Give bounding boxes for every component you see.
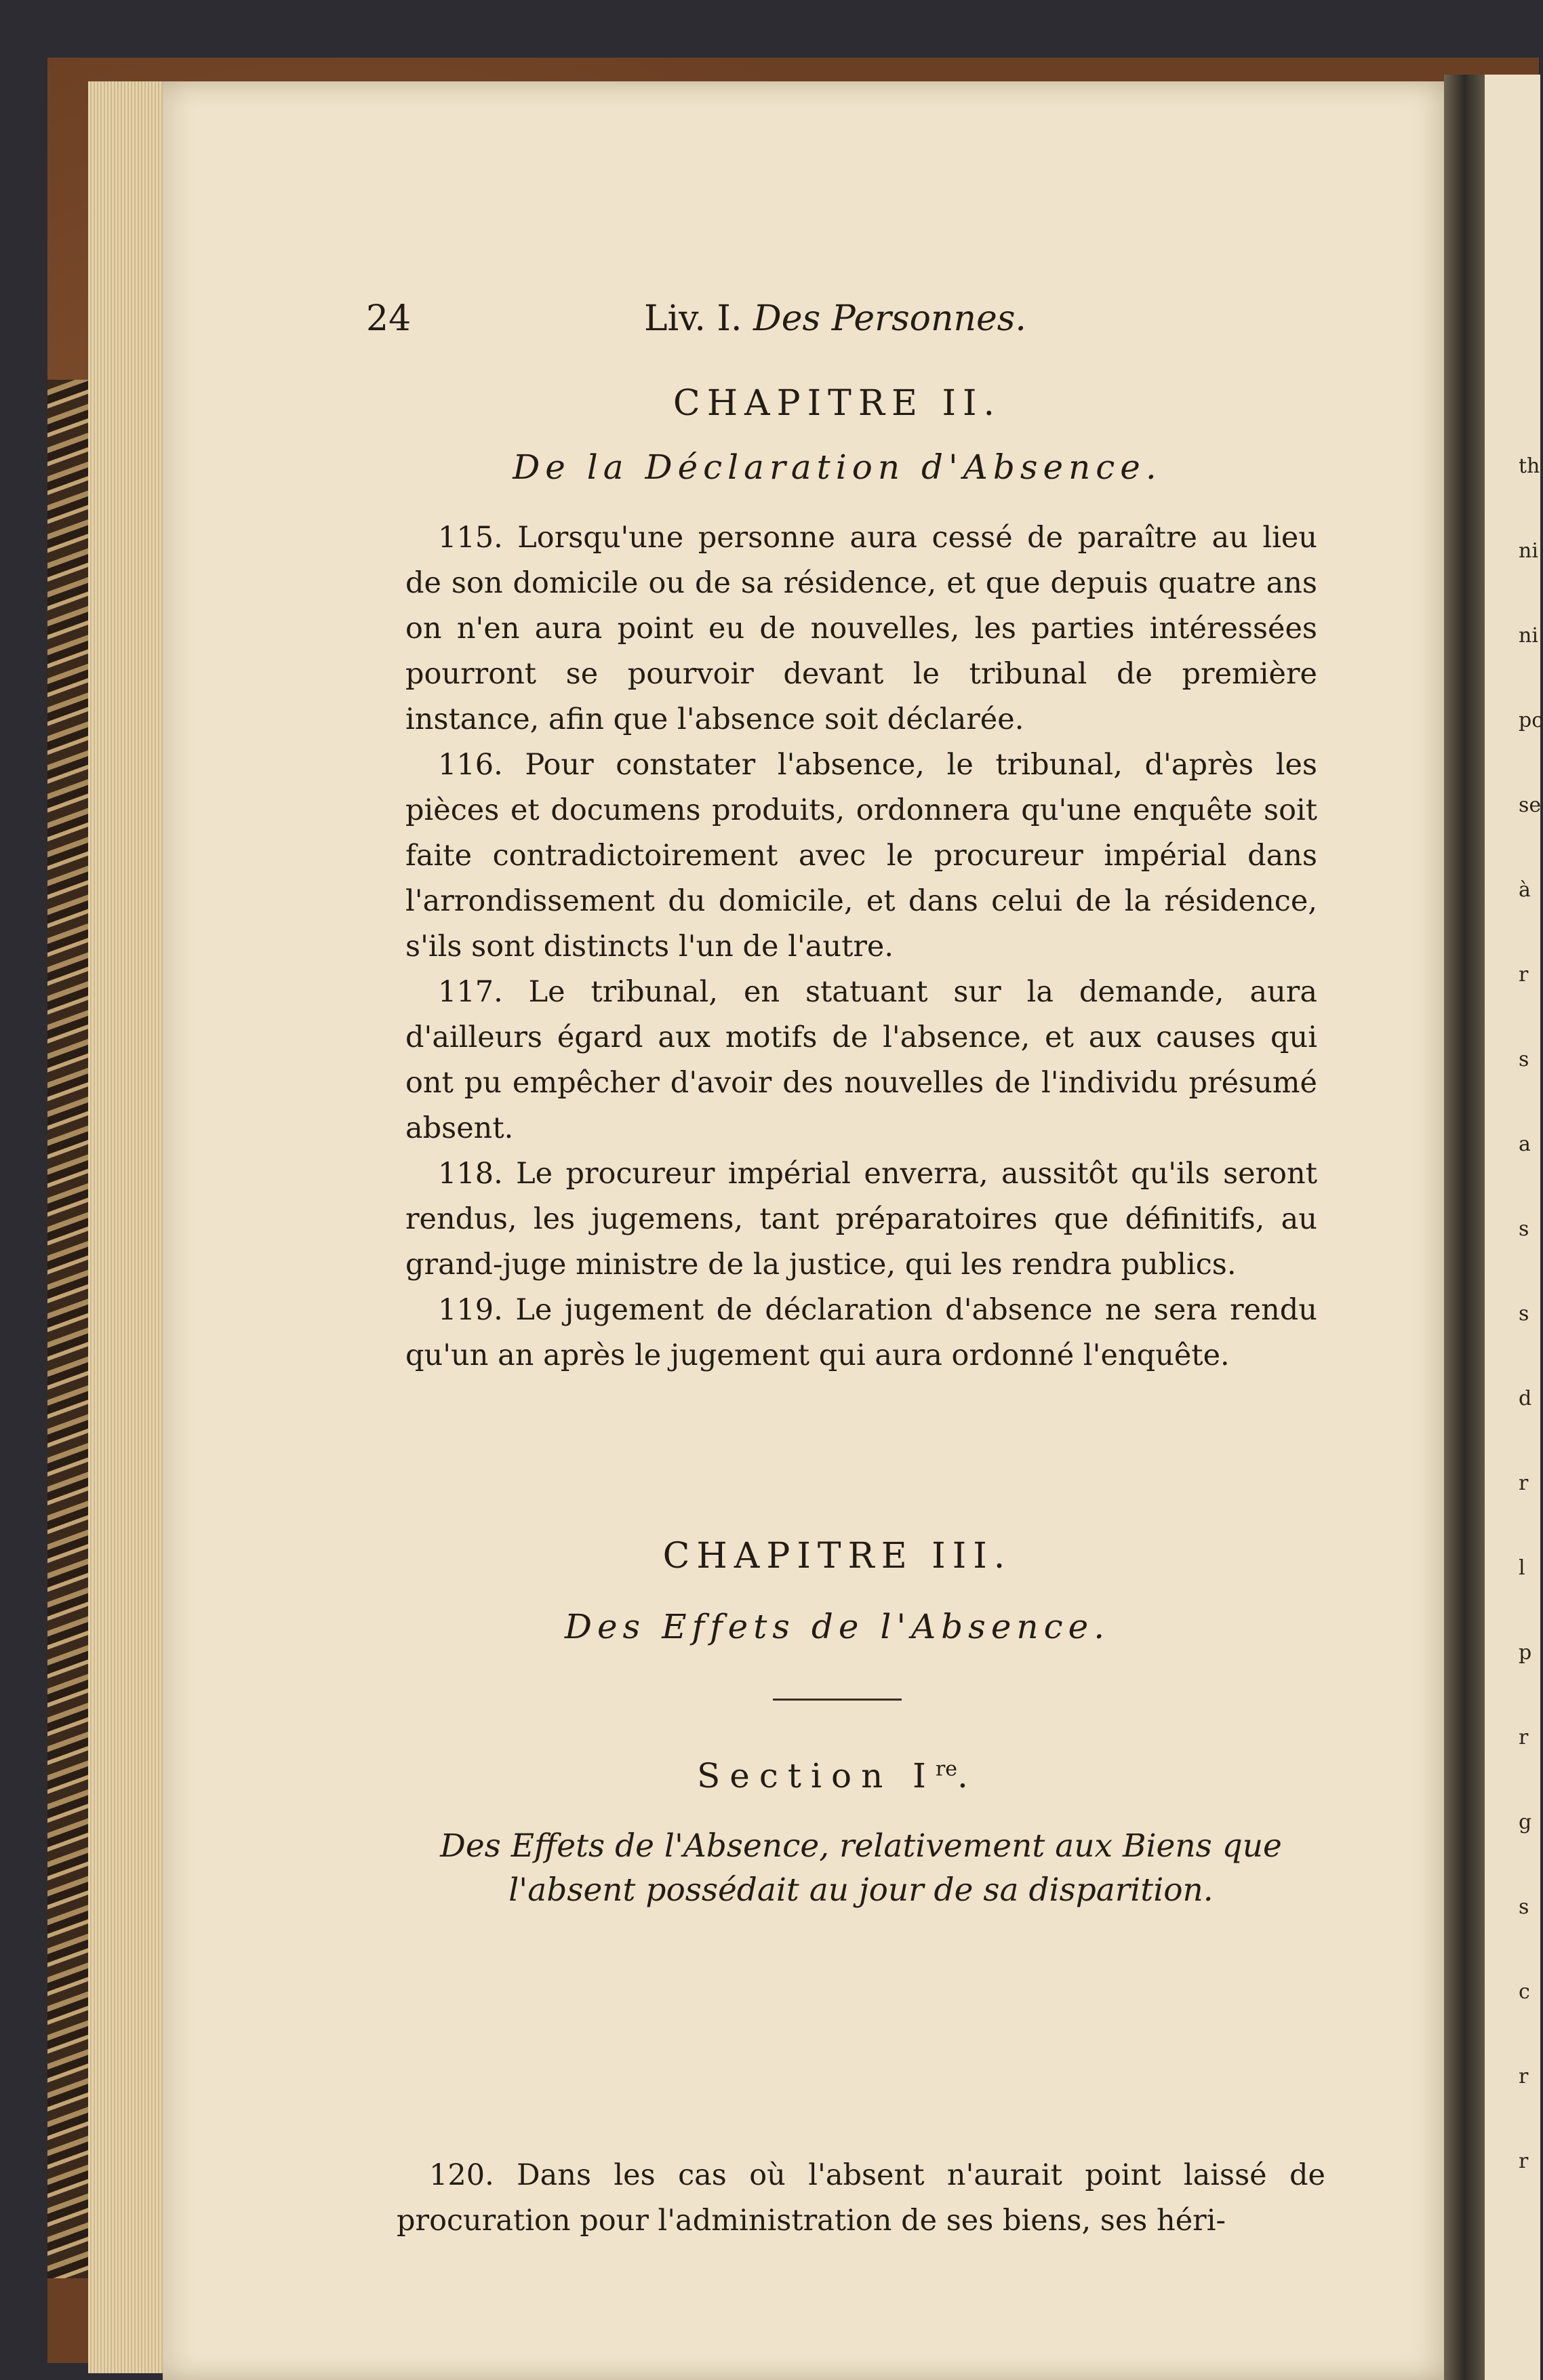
section-label: Section xyxy=(697,1756,893,1796)
articles-block xyxy=(405,515,1317,1379)
article-120-block xyxy=(397,2153,1325,2244)
facing-page-letter: s xyxy=(1519,1217,1529,1241)
section-numeral: I xyxy=(913,1756,936,1796)
running-head-title: Des Personnes. xyxy=(753,298,1026,339)
facing-page-letter: r xyxy=(1519,963,1529,987)
facing-page-letter: p xyxy=(1519,1641,1532,1665)
facing-page-fragment xyxy=(1485,75,1543,2380)
article-117: 117. Le tribunal, en statuant sur la demande, aura d'ailleurs égard aux motifs de l'absence, et aux causes qui ont pu empêcher d'avoir des nouvelles de l'individu présumé absent. xyxy=(405,975,1317,1145)
article-120: 120. Dans les cas où l'absent n'aurait point laissé de procuration pour l'administration de ses biens, ses héri- xyxy=(397,2158,1325,2238)
article-115: 115. Lorsqu'une personne aura cessé de paraître au lieu de son domicile ou de sa résidence, et que depuis quatre ans on n'en aura point eu de nouvelles, les parties intéressées pourront se pourvoir devant le tribunal de première instance, afin que l'absence soit déclarée. xyxy=(405,521,1317,736)
section-title-line: Des Effets de l'Absence, relativement aux Biens que xyxy=(440,1827,1282,1865)
book-gutter xyxy=(1444,75,1485,2380)
facing-page-letter: th xyxy=(1519,454,1540,478)
chapter-heading: CHAPITRE III. xyxy=(662,1536,1012,1576)
facing-page-letter: g xyxy=(1519,1810,1532,1834)
article-119: 119. Le jugement de déclaration d'absence ne sera rendu qu'un an après le jugement qui aura ordonné l'enquête. xyxy=(405,1293,1317,1372)
article-118: 118. Le procureur impérial enverra, aussitôt qu'ils seront rendus, les jugemens, tant préparatoires que définitifs, au grand-juge ministre de la justice, qui les rendra publics. xyxy=(405,1157,1317,1282)
facing-page-letter: r xyxy=(1519,1471,1529,1495)
facing-page-letter: ni xyxy=(1519,624,1538,648)
facing-page-letter: se xyxy=(1519,793,1542,817)
article-116: 116. Pour constater l'absence, le tribunal, d'après les pièces et documens produits, ordonnera qu'une enquête soit faite contradictoirement avec le procureur impérial dans l'arrondissement du domicile, et dans celui de la résidence, s'ils sont distincts l'un de l'autre. xyxy=(405,748,1317,964)
section-heading xyxy=(366,1756,1308,1796)
facing-page-letter: r xyxy=(1519,2065,1529,2088)
running-head xyxy=(644,298,1026,339)
facing-page-letter: pc xyxy=(1519,709,1543,732)
facing-page-letter: s xyxy=(1519,1895,1529,1919)
chapter-heading: CHAPITRE II. xyxy=(673,383,1002,424)
section-suffix: re xyxy=(935,1757,958,1781)
chapter-title: Des Effets de l'Absence. xyxy=(564,1607,1110,1646)
section-title-line: l'absent possédait au jour de sa disparition. xyxy=(508,1871,1214,1909)
facing-page-letter: s xyxy=(1519,1302,1529,1326)
section-divider xyxy=(773,1699,902,1701)
facing-page-letter: l xyxy=(1519,1556,1525,1580)
facing-page-letter: c xyxy=(1519,1980,1530,2004)
section-title xyxy=(380,1824,1342,1912)
facing-page-letter: r xyxy=(1519,2149,1529,2173)
facing-page-letter: d xyxy=(1519,1387,1532,1410)
facing-page-letter: à xyxy=(1519,878,1531,902)
facing-page-letter: s xyxy=(1519,1048,1529,1071)
facing-page-letter: r xyxy=(1519,1726,1529,1749)
facing-page-letter: a xyxy=(1519,1132,1531,1156)
marbled-cover-edge xyxy=(47,380,88,2278)
chapter-title: De la Déclaration d'Absence. xyxy=(513,448,1162,487)
section-dot: . xyxy=(957,1756,978,1796)
running-header xyxy=(366,298,1125,339)
page-edges xyxy=(88,81,166,2373)
facing-page-letter: ni xyxy=(1519,539,1538,563)
page-number: 24 xyxy=(366,298,412,339)
running-head-prefix: Liv. I. xyxy=(644,298,742,339)
